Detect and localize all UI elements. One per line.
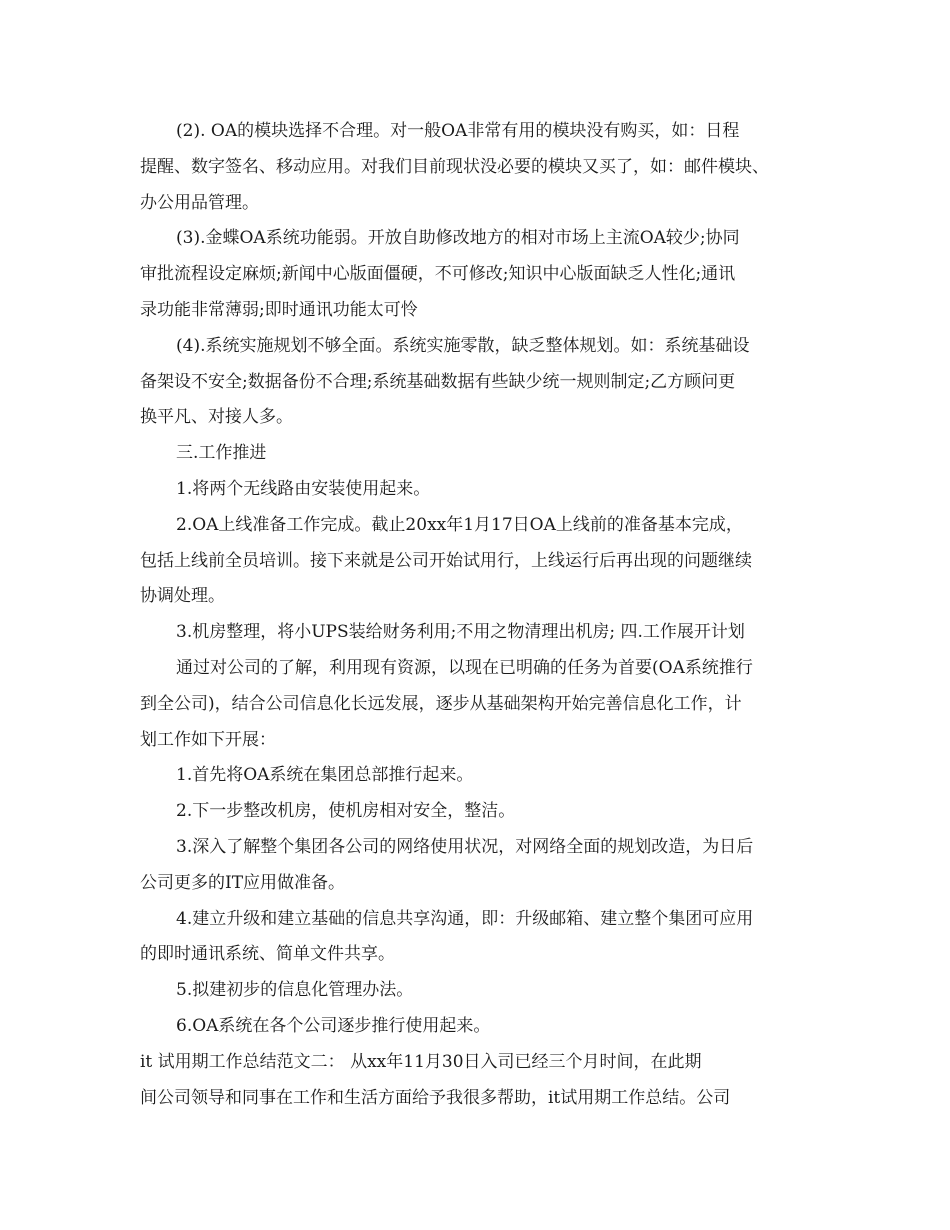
text-line: 办公用品管理。 <box>140 192 259 213</box>
text-line: 公司更多的IT应用做准备。 <box>140 872 346 893</box>
text-line: 到全公司)，结合公司信息化长远发展，逐步从基础架构开始完善信息化工作，计 <box>140 693 742 714</box>
text-line: 划工作如下开展： <box>140 729 276 750</box>
text-line: 备架设不安全;数据备份不合理;系统基础数据有些缺少统一规则制定;乙方顾问更 <box>140 371 736 392</box>
text-line: 提醒、数字签名、移动应用。对我们目前现状没必要的模块又买了，如：邮件模块、 <box>140 156 769 177</box>
text-line: 包括上线前全员培训。接下来就是公司开始试用行，上线运行后再出现的问题继续 <box>140 550 752 571</box>
text-line: 6.OA系统在各个公司逐步推行使用起来。 <box>176 1015 491 1036</box>
text-line: (3).金蝶OA系统功能弱。开放自助修改地方的相对市场上主流OA较少;协同 <box>176 228 740 249</box>
text-line: 换平凡、对接人多。 <box>140 407 293 428</box>
text-line: it 试用期工作总结范文二： 从xx年11月30日入司已经三个月时间，在此期 <box>140 1051 702 1072</box>
text-line: 1.首先将OA系统在集团总部推行起来。 <box>176 765 474 786</box>
text-line: 2.OA上线准备工作完成。截止20xx年1月17日OA上线前的准备基本完成， <box>176 514 743 535</box>
text-line: (2). OA的模块选择不合理。对一般OA非常有用的模块没有购买，如：日程 <box>176 121 740 141</box>
text-line: 4.建立升级和建立基础的信息共享沟通，即：升级邮箱、建立整个集团可应用 <box>176 908 754 929</box>
text-line: (4).系统实施规划不够全面。系统实施零散，缺乏整体规划。如：系统基础设 <box>176 335 750 356</box>
document-body <box>140 114 830 1116</box>
text-line: 间公司领导和同事在工作和生活方面给予我很多帮助，it试用期工作总结。公司 <box>140 1087 731 1108</box>
text-line: 5.拟建初步的信息化管理办法。 <box>176 980 414 1001</box>
text-line: 的即时通讯系统、简单文件共享。 <box>140 944 395 965</box>
text-line: 协调处理。 <box>140 586 225 607</box>
text-line: 三.工作推进 <box>176 443 267 464</box>
text-line: 1.将两个无线路由安装使用起来。 <box>176 478 431 499</box>
text-line: 录功能非常薄弱;即时通讯功能太可怜 <box>140 299 418 320</box>
text-line: 通过对公司的了解，利用现有资源，以现在已明确的任务为首要(OA系统推行 <box>176 657 753 678</box>
text-line: 审批流程设定麻烦;新闻中心版面僵硬，不可修改;知识中心版面缺乏人性化;通讯 <box>140 264 736 285</box>
text-line: 2.下一步整改机房，使机房相对安全，整洁。 <box>176 801 516 822</box>
text-line: 3.机房整理，将小UPS装给财务利用;不用之物清理出机房; 四.工作展开计划 <box>176 622 745 643</box>
text-line: 3.深入了解整个集团各公司的网络使用状况，对网络全面的规划改造，为日后 <box>176 836 754 857</box>
